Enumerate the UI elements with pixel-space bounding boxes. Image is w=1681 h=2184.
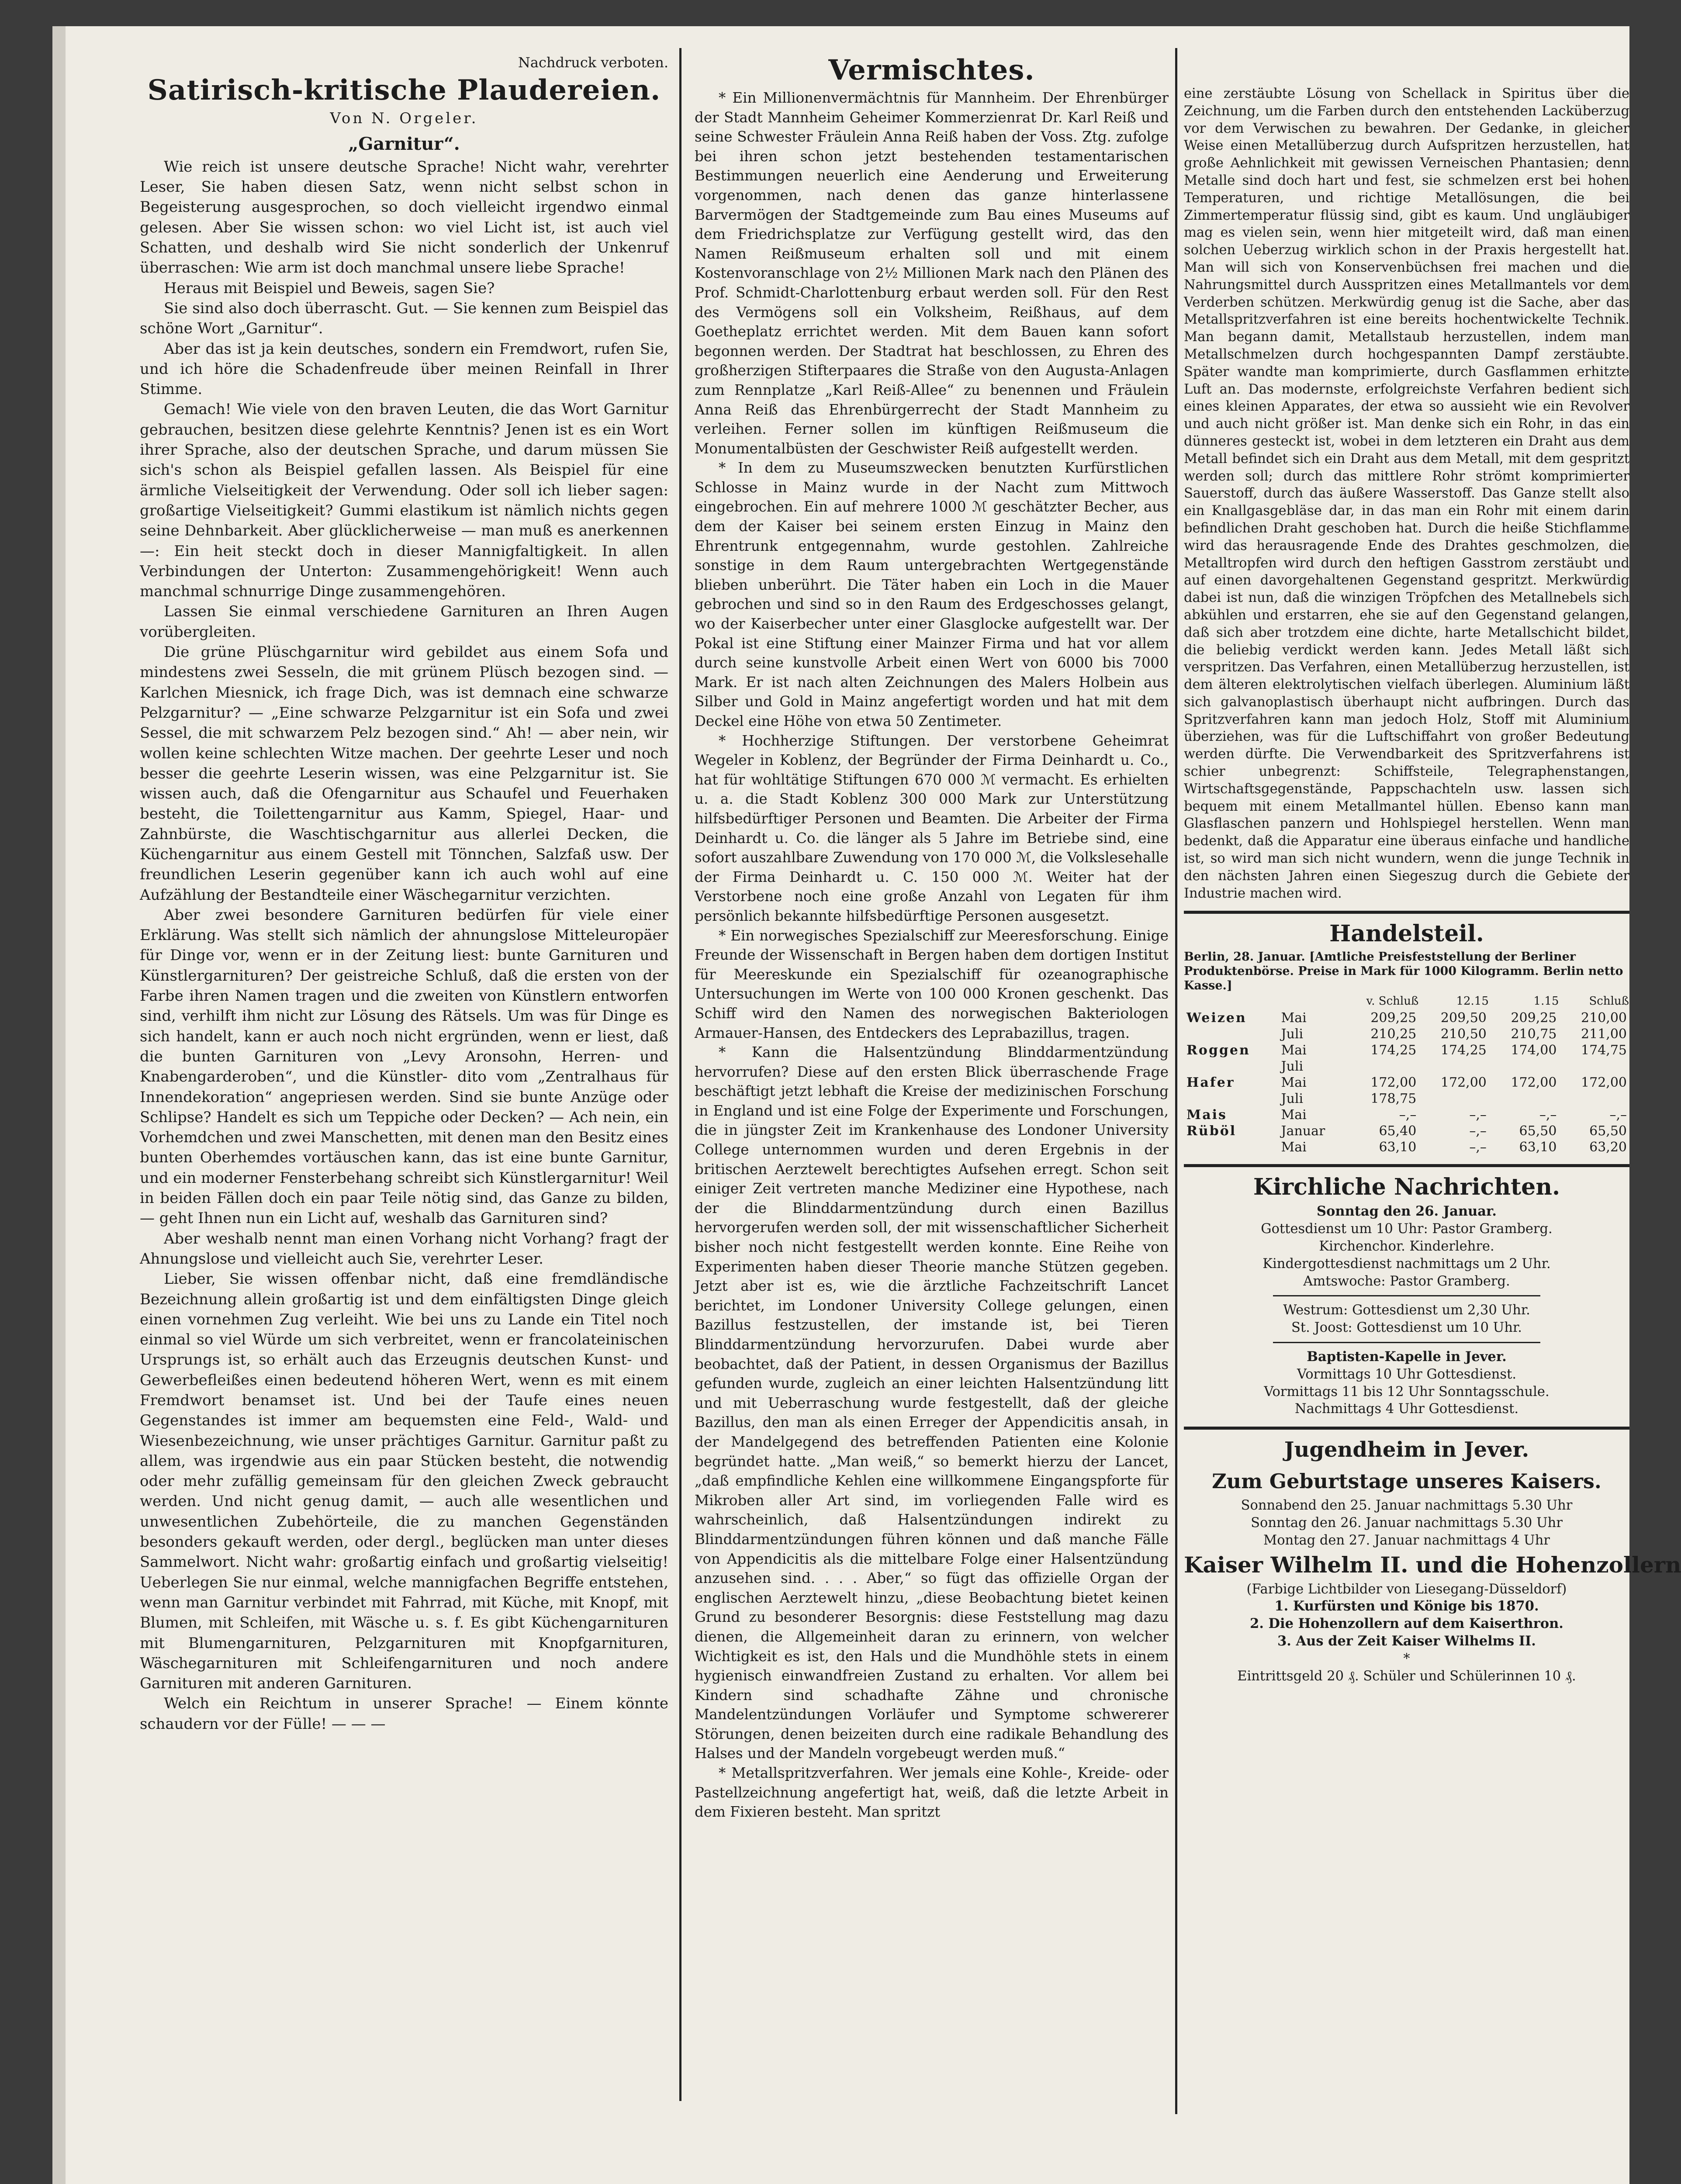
commodity-name <box>1184 1026 1279 1042</box>
price-row <box>1184 1042 1629 1058</box>
commodity-name: Mais <box>1186 1107 1227 1123</box>
section-rule <box>1184 1427 1629 1430</box>
delivery-month: Juli <box>1281 1026 1304 1042</box>
price-value: 209,50 <box>1440 1010 1487 1026</box>
commodity-name <box>1184 1091 1279 1107</box>
commodity-name: Rüböl <box>1186 1123 1237 1139</box>
church-line: Kirchenchor. Kinderlehre. <box>1319 1239 1494 1254</box>
price-row <box>1184 1075 1629 1091</box>
church-date: Sonntag den 26. Januar. <box>1317 1203 1497 1220</box>
section-title: Vermischtes. <box>828 54 1035 86</box>
church-news-title: Kirchliche Nachrichten. <box>1253 1174 1560 1201</box>
paragraph: Lassen Sie einmal verschiedene Garnituren an Ihren Augen vorübergleiten. <box>140 603 668 641</box>
news-item: * In dem zu Museumszwecken benutzten Kurfürstlichen Schlosse in Mainz wurde in der Nacht zum Mittwoch eingebrochen. Ein auf mehrere 1000 ℳ geschätzter Becher, aus dem der Kaiser bei seinem ersten Einzug in Mainz den Ehrentrunk entgegennahm, wurde gestohlen. Zahlreiche sonstige in dem Raum untergebrachten Wertgegenstände blieben unberührt. Die Täter haben ein Loch in die Mauer gebrochen und sind so in den Raum des Erdgeschosses gelangt, wo der Kaiserbecher unter einer Glasglocke aufgestellt war. Der Pokal ist eine Stiftung einer Mainzer Firma und hat vor allem durch seine kunstvolle Arbeit einen Wert von 6000 bis 7000 Mark. Er ist nach alten Zeichnungen des Malers Holbein aus Silber und Gold in Mainz angefertigt worden und hat mit dem Deckel eine Höhe von etwa 50 Zentimeter. <box>695 460 1169 729</box>
delivery-month: Juli <box>1281 1059 1304 1075</box>
section-rule <box>1184 1164 1629 1167</box>
column-header: Schluß <box>1589 995 1629 1008</box>
price-value: 210,75 <box>1511 1026 1557 1042</box>
column-right <box>1184 85 1681 1685</box>
news-item: * Hochherzige Stiftungen. Der verstorbene Geheimrat Wegeler in Koblenz, der Begründer der Firma Deinhardt u. Co., hat für wohltätige Stiftungen 670 000 ℳ vermacht. Es erhielten u. a. die Stadt Koblenz 300 000 Mark zur Unterstützung hilfsbedürftiger Personen und Beamten. Die Arbeiter der Firma Deinhardt u. Co. die länger als 5 Jahre im Betriebe sind, eine sofort auszahlbare Zuwendung von 170 000 ℳ, die Volkslesehalle der Firma Deinhardt u. C. 150 000 ℳ. Weiter hat der Verstorbene noch eine große Anzahl von Legaten für ihm persönlich bekannte hilfsbedürftige Personen ausgesetzt. <box>695 732 1169 924</box>
price-intro: Berlin, 28. Januar. [Amtliche Preisfeststellung der Berliner Produktenbörse. Preise in Mark für 1000 Kilogramm. Berlin netto Kasse.] <box>1184 950 1623 993</box>
paragraph: Sie sind also doch überrascht. Gut. — Sie kennen zum Beispiel das schöne Wort „Garnitur“. <box>140 299 668 338</box>
price-value: 65,50 <box>1589 1123 1627 1139</box>
program-item: 1. Kurfürsten und Könige bis 1870. <box>1274 1598 1539 1614</box>
paragraph: Aber weshalb nennt man einen Vorhang nicht Vorhang? fragt der Ahnungslose und vielleicht auch Sie, verehrter Leser. <box>140 1230 668 1268</box>
price-value: –,– <box>1469 1140 1487 1155</box>
price-value: 210,50 <box>1440 1026 1487 1042</box>
paragraph: Aber zwei besondere Garnituren bedürfen für viele einer Erklärung. Was stellt sich nämlich der ahnungslose Mitteleuropäer für Dinge vor, wenn er in der Zeitung liest: bunte Garnituren und Künstlergarnituren? Der geistreiche Schluß, daß die ersten von der Farbe ihren Namen tragen und die zweiten von Künstlern entworfen sind, verhilft ihm nicht zur Lösung des Rätsels. Um was für Dinge es sich handelt, kann er auch noch nicht ergründen, wenn er liest, daß die bunten Garnituren von „Levy Aronsohn, Herren- und Knabengarderoben“, und die Künstler- dito vom „Zentralhaus für Innendekoration“ angepriesen werden. Sind sie bunte Anzüge oder Schlipse? Handelt es sich um Teppiche oder Decken? — Ach nein, ein Vorhemdchen und zwei Manschetten, mit denen man den Besitz eines bunten Oberhemdes vortäuschen kann, das ist eine bunte Garnitur, und ein moderner Fensterbehang schreibt sich Künstlergarnitur! Weil in beiden Fällen doch ein paar Teile nötig sind, das Ganze zu bilden, — geht Ihnen nun ein Licht auf, weshalb das Garnituren sind? <box>140 906 668 1227</box>
delivery-month: Januar <box>1281 1123 1325 1139</box>
section-rule <box>1184 911 1629 914</box>
church-line: Vormittags 10 Uhr Gottesdienst. <box>1297 1366 1517 1382</box>
price-value: 210,25 <box>1370 1026 1417 1042</box>
reprint-notice: Nachdruck verboten. <box>518 54 668 71</box>
news-item: * Metallspritzverfahren. Wer jemals eine Kohle-, Kreide- oder Pastellzeichnung angefertigt hat, weiß, daß die letzte Arbeit in dem Fixieren besteht. Man spritzt <box>695 1765 1169 1821</box>
church-line: Nachmittags 4 Uhr Gottesdienst. <box>1294 1401 1519 1417</box>
price-value: –,– <box>1539 1107 1557 1123</box>
price-row <box>1184 1091 1629 1107</box>
price-value: –,– <box>1469 1107 1487 1123</box>
commodity-name: Roggen <box>1186 1043 1250 1058</box>
price-value: 63,10 <box>1379 1140 1417 1155</box>
church-line: Vormittags 11 bis 12 Uhr Sonntagsschule. <box>1264 1384 1550 1400</box>
price-table-header <box>1184 993 1629 1010</box>
price-value: 211,00 <box>1581 1026 1627 1042</box>
price-value: 174,75 <box>1581 1043 1627 1058</box>
column-header: 12.15 <box>1456 995 1489 1008</box>
youth-home-subtitle: Zum Geburtstage unseres Kaisers. <box>1212 1469 1601 1493</box>
price-value: 178,75 <box>1370 1091 1417 1107</box>
section-rule <box>1273 1342 1540 1343</box>
commodity-name: Weizen <box>1186 1010 1247 1026</box>
price-value: –,– <box>1609 1107 1627 1123</box>
column-divider <box>679 48 681 2101</box>
program-item: 3. Aus der Zeit Kaiser Wilhelms II. <box>1277 1633 1536 1649</box>
news-item: * Kann die Halsentzündung Blinddarmentzündung hervorrufen? Diese auf den ersten Blick überraschende Frage beschäftigt jetzt lebhaft die Kreise der medizinischen Forschung in England und ist eine Folge der Experimente und Forschungen, die in jüngster Zeit im Krankenhause des Londoner University College unternommen wurden und deren Ergebnis in der britischen Aerztewelt berechtigtes Aufsehen erregt. Schon seit einiger Zeit vertreten manche Mediziner eine Hypothese, nach der die Blinddarmentzündung durch einen Bazillus hervorgerufen werden soll, der mit wissenschaftlicher Sicherheit bisher noch nicht festgestellt werden konnte. Eine Reihe von Experimenten haben dieser Theorie manche Stützen gegeben. Jetzt aber ist es, wie die ärztliche Fachzeitschrift Lancet berichtet, im Londoner University College gelungen, einen Bazillus festzustellen, der imstande ist, bei Tieren Blinddarmentzündung hervorzurufen. Dabei wurde aber beobachtet, daß der Patient, in dessen Organismus der Bazillus gefunden wurde, zugleich an einer leichten Halsentzündung litt und mit Ueberraschung wurde festgestellt, daß der gleiche Bazillus, den man als einen Erreger der Appendicitis ansah, in der Mandelgegend des betreffenden Patienten eine Kolonie begründet hatte. „Man weiß,“ so bemerkt hierzu der Lancet, „daß empfindliche Kehlen eine willkommene Eingangspforte für Mikroben aller Art sind, im vorliegenden Falle wird es wahrscheinlich, daß Halsentzündungen indirekt zu Blinddarmentzündungen führen können und daß manche Fälle von Appendicitis als die mittelbare Folge einer Halsentzündung anzusehen sind. . . . Aber,“ so fügt das offizielle Organ der englischen Aerztewelt hinzu, „diese Beobachtung bietet keinen Grund zu besonderer Besorgnis: diese Feststellung mag dazu dienen, die Allgemeinheit daran zu erinnern, von welcher Wichtigkeit es ist, den Hals und die Mundhöhle stets in einem hygienisch einwandfreien Zustand zu erhalten. Vor allem bei Kindern sind schadhafte Zähne und chronische Mandelentzündungen Vorläufer und Symptome schwererer Störungen, denen beizeiten durch eine radikale Behandlung des Halses und der Mandeln vorgebeugt werden muß.“ <box>695 1044 1169 1762</box>
price-value: 172,00 <box>1581 1075 1627 1091</box>
show-note: (Farbige Lichtbilder von Liesegang-Düsseldorf) <box>1246 1581 1567 1597</box>
column-feuilleton <box>140 52 668 1734</box>
price-value <box>1419 1058 1489 1075</box>
price-table <box>1184 993 1629 1155</box>
church-line: Kindergottesdienst nachmittags um 2 Uhr. <box>1262 1256 1551 1272</box>
price-row <box>1184 1123 1629 1139</box>
article-title: Satirisch-kritische Plaudereien. <box>147 74 661 107</box>
commodity-name <box>1184 1139 1279 1155</box>
price-value: 210,00 <box>1581 1010 1627 1026</box>
price-row <box>1184 1058 1629 1075</box>
price-row <box>1184 1139 1629 1155</box>
price-value: 174,00 <box>1511 1043 1557 1058</box>
price-value: –,– <box>1469 1123 1487 1139</box>
price-value <box>1489 1058 1560 1075</box>
delivery-month: Mai <box>1281 1140 1307 1155</box>
column-header: 1.15 <box>1533 995 1559 1008</box>
church-line: Amtswoche: Pastor Gramberg. <box>1303 1273 1510 1289</box>
paragraph: Lieber, Sie wissen offenbar nicht, daß eine fremdländische Bezeichnung allein großartig ist und dem einfältigsten Dinge gleich einen vornehmen Zug verleiht. Wie bei uns zu Lande ein Titel noch einmal so viel Würde um sich verbreitet, wenn er francolateinischen Ursprungs ist, so erhält auch das Erzeugnis deutschen Kunst- und Gewerbefleißes einen bedeutend höheren Wert, wenn es mit einem Fremdwort benamset ist. Und bei der Taufe eines neuen Gegenstandes ist immer am bequemsten eine Feld-, Wald- und Wiesenbezeichnung, wie unser prächtiges Garnitur. Garnitur paßt zu allem, was irgendwie aus ein paar Stücken besteht, die notwendig oder mehr zufällig gemeinsam für den gleichen Zweck gebraucht werden. Und nicht genug damit, — auch alle wesentlichen und unwesentlichen Zubehörteile, die zu manchen Gegenständen besonders gekauft werden, oder dergl., beglücken man unter dieses Sammelwort. Nicht wahr: großartig einfach und großartig vielseitig! Ueberlegen Sie nur einmal, welche mannigfachen Begriffe entstehen, wenn man Garnitur verbindet mit Fahrrad, mit Küche, mit Knopf, mit Blumen, mit Schleifen, mit Wäsche u. s. f. Es gibt Küchengarnituren mit Blumengarnituren, Pelzgarnituren mit Knopfgarnituren, Wäschegarnituren mit Schleifengarnituren und noch andere Garnituren mit anderen Garnituren. <box>140 1270 668 1693</box>
church-line: St. Joost: Gottesdienst um 10 Uhr. <box>1291 1320 1522 1336</box>
price-value: 174,25 <box>1370 1043 1417 1058</box>
price-value: 172,00 <box>1370 1075 1417 1091</box>
church-line: Gottesdienst um 10 Uhr: Pastor Gramberg. <box>1261 1221 1553 1237</box>
news-continuation: eine zerstäubte Lösung von Schellack in Spiritus über die Zeichnung, um die Farben durch den entstehenden Lacküberzug vor dem Verwischen zu bewahren. Der Gedanke, in gleicher Weise einen Metallüberzug durch Aufspritzen herzustellen, hat große Aehnlichkeit mit gewissen Verneischen Phantasien; denn Metalle sind doch hart und fest, sie schmelzen erst bei hohen Temperaturen, und richtige Metallösungen, die bei Zimmertemperatur flüssig sind, gibt es kaum. Und ungläubiger mag es vielen sein, wenn hier mitgeteilt wird, daß man einen solchen Ueberzug wirklich schon in der Praxis hergestellt hat. Man will sich von Konservenbüchsen frei machen und die Nahrungsmittel durch Ausspritzen eines Metallmantels vor dem Verderben schützen. Merkwürdig genug ist die Sache, aber das Metallspritzverfahren ist eine bereits hochentwickelte Technik. Man begann damit, Metallstaub herzustellen, indem man Metallschmelzen durch hochgespannten Dampf zerstäubte. Später wandte man komprimierte, durch Gasflammen erhitzte Luft an. Das modernste, erfolgreichste Verfahren bedient sich eines kleinen Apparates, der etwa so aussieht wie ein Revolver und auch nicht größer ist. Man denke sich ein Rohr, in das ein dünneres gesteckt ist, wobei in dem letzteren ein Draht aus dem Metall befindet sich ein Draht aus dem Metall, mit dem gespritzt werden soll; durch das mittlere Rohr strömt komprimierter Sauerstoff, durch das äußere Wasserstoff. Das Ganze stellt also ein Knallgasgebläse dar, in das man ein Rohr mit einem darin befindlichen Draht geschoben hat. Durch die heiße Stichflamme wird das herausragende Ende des Drahtes geschmolzen, die Metalltropfen wird durch den heftigen Gasstrom zerstäubt und auf einen davorgehaltenen Gegenstand gespritzt. Merkwürdig dabei ist nun, daß die winzigen Tröpfchen des Metallnebels sich abkühlen und erstarren, ehe sie auf den Gegenstand gelangen, daß sich aber trotzdem eine dichte, harte Metallschicht bildet, die beliebig verdickt werden kann. Jedes Metall läßt sich verspritzen. Das Verfahren, einen Metallüberzug herzustellen, ist dem älteren elektrolytischen vielfach überlegen. Aluminium läßt sich galvanoplastisch überhaupt nicht aufbringen. Durch das Spritzverfahren kann man jedoch Holz, Stoff mit Aluminium überziehen, was für die Luftschiffahrt von großer Bedeutung werden dürfte. Die Verwendbarkeit des Spritzverfahrens ist schier unbegrenzt: Schiffsteile, Telegraphenstangen, Wirtschaftsgegenstände, Pappschachteln usw. lassen sich bequem mit einem Metallmantel hüllen. Ebenso kann man Glasflaschen panzern und Hohlspiegel herstellen. Wenn man bedenkt, daß die Apparatur eine überaus einfache und handliche ist, so wird man sich nicht wundern, wenn die junge Technik in den nächsten Jahren einen Siegeszug durch die Gebiete der Industrie machen wird. <box>1184 86 1629 901</box>
price-value: 174,25 <box>1440 1043 1487 1058</box>
delivery-month: Mai <box>1281 1010 1307 1026</box>
delivery-month: Juli <box>1281 1091 1304 1107</box>
delivery-month: Mai <box>1281 1107 1307 1123</box>
price-value <box>1559 1091 1629 1107</box>
program-item: 2. Die Hohenzollern auf dem Kaiserthron. <box>1250 1616 1563 1632</box>
column-miscellaneous <box>695 52 1169 1822</box>
price-row <box>1184 1026 1629 1042</box>
paragraph: Wie reich ist unsere deutsche Sprache! Nicht wahr, verehrter Leser, Sie haben diesen Satz, wenn nicht selbst schon in Begeisterung ausgesprochen, so doch vielleicht irgendwo einmal gelesen. Aber Sie wissen schon: wo viel Licht ist, ist auch viel Schatten, und deshalb wird Sie nicht sonderlich der Unkenruf überraschen: Wie arm ist doch manchmal unsere liebe Sprache! <box>140 158 668 277</box>
paragraph: Heraus mit Beispiel und Beweis, sagen Sie? <box>164 279 495 297</box>
paragraph: Aber das ist ja kein deutsches, sondern ein Fremdwort, rufen Sie, und ich höre die Schadenfreude über meinen Reinfall in Ihrer Stimme. <box>140 340 668 398</box>
admission-fee: Eintrittsgeld 20 ₰. Schüler und Schülerinnen 10 ₰. <box>1237 1668 1576 1684</box>
byline: Von N. Orgeler. <box>330 110 478 128</box>
price-value: 63,20 <box>1589 1140 1627 1155</box>
church-line: Baptisten-Kapelle in Jever. <box>1307 1349 1507 1365</box>
church-line: Westrum: Gottesdienst um 2,30 Uhr. <box>1283 1303 1530 1318</box>
article-subtitle: „Garnitur“. <box>348 133 460 154</box>
commodity-name: Hafer <box>1186 1075 1235 1091</box>
paragraph: Gemach! Wie viele von den braven Leuten, die das Wort Garnitur gebrauchen, besitzen diese gelehrte Kenntnis? Jenen ist es ein Wort ihrer Sprache, also der deutschen Sprache, und darum müssen Sie sich's schon als Beispiel gefallen lassen. Als Beispiel für eine ärmliche Vielseitigkeit der Verwendung. Oder soll ich lieber sagen: großartige Vielseitigkeit? Gummi elastikum ist nämlich nichts gegen seine Dehnbarkeit. Aber glücklicherweise — man muß es anerkennen —: Ein heit steckt doch in dieser Mannigfaltigkeit. In allen Verbindungen der Unterton: Zusammengehörigkeit! Wenn auch manchmal schnurrige Dinge zusammengehören. <box>140 401 668 601</box>
youth-home-title: Jugendheim in Jever. <box>1284 1438 1529 1462</box>
delivery-month: Mai <box>1281 1075 1307 1091</box>
price-value <box>1489 1091 1560 1107</box>
page-binding-edge <box>52 26 66 2184</box>
price-value <box>1346 1058 1419 1075</box>
news-item: * Ein norwegisches Spezialschiff zur Meeresforschung. Einige Freunde der Wissenschaft in Bergen haben dem dortigen Institut für Meereskunde ein Spezialschiff für ozeanographische Untersuchungen im Werte von 100 000 Kronen geschenkt. Das Schiff wird den Namen des norwegischen Bakteriologen Armauer-Hansen, des Entdeckers des Leprabazillus, tragen. <box>695 927 1169 1041</box>
price-value: 65,40 <box>1379 1123 1417 1139</box>
column-header: v. Schluß <box>1366 995 1419 1008</box>
price-value: 63,10 <box>1519 1140 1557 1155</box>
paragraph: Die grüne Plüschgarnitur wird gebildet aus einem Sofa und mindestens zwei Sesseln, die mit grünem Plüsch bezogen sind. — Karlchen Miesnick, ich frage Dich, was ist demnach eine schwarze Pelzgarnitur? — „Eine schwarze Pelzgarnitur ist ein Sofa und zwei Sessel, die mit schwarzem Pelz bezogen sind.“ Ah! — aber nein, wir wollen keine schlechten Witze machen. Der geehrte Leser und noch besser die geehrte Leserin wissen, was eine Pelzgarnitur ist. Sie wissen auch, daß die Ofengarnitur aus Schaufel und Feuerhaken besteht, die Toilettengarnitur aus Kamm, Spiegel, Haar- und Zahnbürste, die Waschtischgarnitur aus allerlei Decken, die Küchengarnitur aus einem Gestell mit Tönnchen, Salzfaß usw. Der freundlichen Leserin gegenüber kann ich auch wohl auf eine Aufzählung der Bestandteile einer Wäschegarnitur verzichten. <box>140 643 668 904</box>
column-divider <box>1175 48 1177 2114</box>
commodity-name <box>1184 1058 1279 1075</box>
handelsteil-title: Handelsteil. <box>1329 920 1484 947</box>
show-date: Sonnabend den 25. Januar nachmittags 5.30 Uhr <box>1241 1498 1573 1514</box>
price-value <box>1419 1091 1489 1107</box>
show-date: Montag den 27. Januar nachmittags 4 Uhr <box>1263 1532 1550 1548</box>
separator-star: * <box>1403 1651 1410 1666</box>
price-row <box>1184 1010 1629 1026</box>
price-value: 209,25 <box>1511 1010 1557 1026</box>
price-value: –,– <box>1399 1107 1417 1123</box>
price-value <box>1559 1058 1629 1075</box>
price-row <box>1184 1107 1629 1123</box>
price-value: 172,00 <box>1511 1075 1557 1091</box>
paragraph: Welch ein Reichtum in unserer Sprache! — Einem könnte schaudern vor der Fülle! — — — <box>140 1695 668 1733</box>
delivery-month: Mai <box>1281 1043 1307 1058</box>
show-date: Sonntag den 26. Januar nachmittags 5.30 Uhr <box>1251 1515 1563 1531</box>
show-headline: Kaiser Wilhelm II. und die Hohenzollern <box>1184 1552 1681 1578</box>
price-value: 209,25 <box>1370 1010 1417 1026</box>
price-value: 65,50 <box>1519 1123 1557 1139</box>
news-item: * Ein Millionenvermächtnis für Mannheim. Der Ehrenbürger der Stadt Mannheim Geheimer Kommerzienrat Dr. Karl Reiß und seine Schwester Fräulein Anna Reiß haben der Voss. Ztg. zufolge bei ihren schon jetzt bestehenden testamentarischen Bestimmungen neuerlich eine Aenderung und Erweiterung vorgenommen, nach denen das ganze hinterlassene Barvermögen der Stadtgemeinde zum Bau eines Museums auf dem Friedrichsplatze zur Verfügung gestellt wird, das den Namen Reißmuseum erhalten soll und mit einem Kostenvoranschlage von 2½ Millionen Mark nach den Plänen des Prof. Schmidt-Charlottenburg erbaut werden soll. Für den Rest des Vermögens soll ein Volksheim, Reißhaus, auf dem Goetheplatz errichtet werden. Mit dem Bauen kann sofort begonnen werden. Der Stadtrat hat beschlossen, zu Ehren des großherzigen Stifterpaares die Straße von den Augusta-Anlagen zum Rennplatze „Karl Reiß-Allee“ zu benennen und Fräulein Anna Reiß das Ehrenbürgerrecht der Stadt Mannheim zu verleihen. Ferner sollen im künftigen Reißmuseum die Monumentalbüsten der Geschwister Reiß aufgestellt werden. <box>695 90 1169 457</box>
section-rule <box>1273 1295 1540 1296</box>
price-value: 172,00 <box>1440 1075 1487 1091</box>
price-table-body <box>1184 1010 1629 1155</box>
